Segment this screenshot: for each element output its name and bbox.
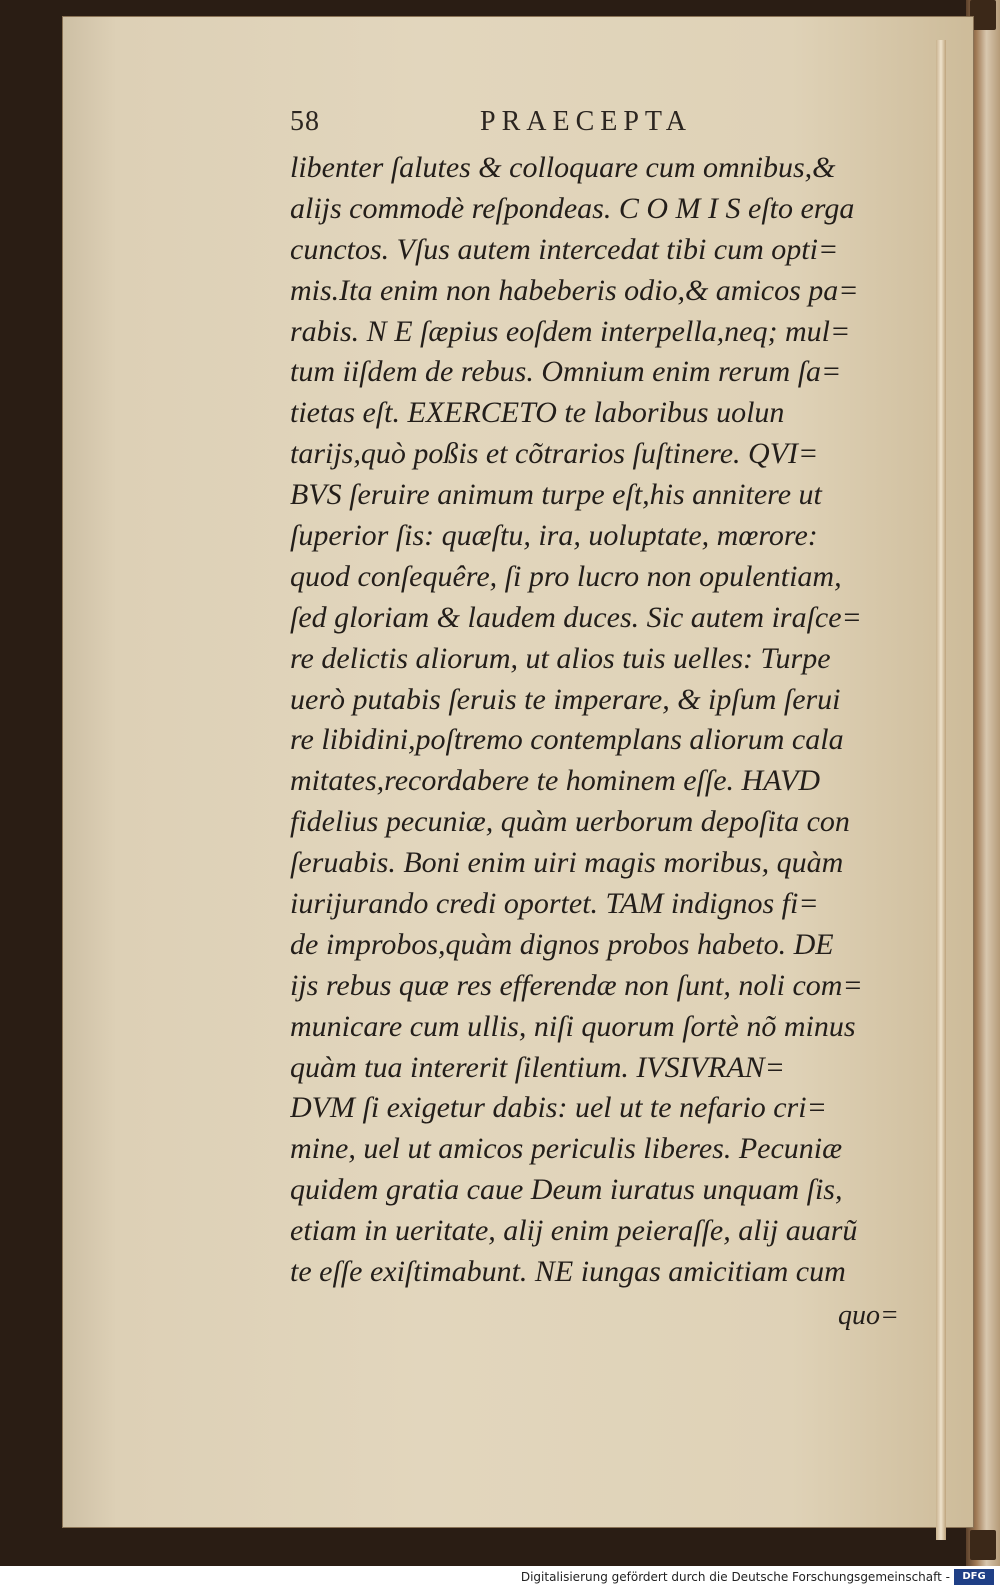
text-line: de improbos,quàm dignos probos habeto. DE <box>290 927 834 961</box>
text-line: municare cum ullis, niſi quorum ſortè nõ minus <box>290 1009 856 1043</box>
text-line: tarijs,quò poßis et cõtrarios ſuſtinere. QVI= <box>290 437 819 471</box>
text-line: alijs commodè reſpondeas. C O M I S eſto erga <box>290 191 855 225</box>
text-line: mine, uel ut amicos periculis liberes. Pecuniæ <box>290 1132 843 1166</box>
page-number: 58 <box>290 106 320 137</box>
text-line: tum iiſdem de rebus. Omnium enim rerum ſa= <box>290 355 842 389</box>
dfg-logo-icon: DFG <box>954 1569 994 1585</box>
text-line: uerò putabis ſeruis te imperare, & ipſum ſerui <box>290 682 841 716</box>
text-line: ſuperior ſis: quæſtu, ira, uoluptate, mœrore: <box>290 519 818 553</box>
text-line: ſed gloriam & laudem duces. Sic autem iraſce= <box>290 600 862 634</box>
running-title: PRAECEPTA <box>480 106 693 137</box>
catchword: quo= <box>838 1300 899 1331</box>
text-line: ijs rebus quæ res efferendæ non ſunt, noli com= <box>290 968 863 1002</box>
text-line: DVM ſi exigetur dabis: uel ut te nefario cri= <box>290 1091 827 1125</box>
text-line: tietas eſt. EXERCETO te laboribus uolun <box>290 396 785 430</box>
text-line: cunctos. Vſus autem intercedat tibi cum opti= <box>290 232 839 266</box>
funding-credit: Digitalisierung gefördert durch die Deutsche Forschungsgemeinschaft - <box>520 1570 950 1584</box>
page-edge <box>936 40 946 1540</box>
body-text <box>290 148 930 1293</box>
text-line: BVS ſeruire animum turpe eſt,his annitere ut <box>290 478 822 512</box>
text-line: libenter ſalutes & colloquare cum omnibus,& <box>290 151 836 184</box>
text-line: mitates,recordabere te hominem eſſe. HAVD <box>290 764 821 798</box>
text-line: quidem gratia caue Deum iuratus unquam ſis, <box>290 1173 843 1207</box>
text-line: re delictis aliorum, ut alios tuis uelles: Turpe <box>290 641 831 675</box>
text-line: fidelius pecuniæ, quàm uerborum depoſita con <box>290 805 850 839</box>
text-line: rabis. N E ſæpius eoſdem interpella,neq; mul= <box>290 314 851 348</box>
text-line: re libidini,poſtremo contemplans aliorum cala <box>290 723 844 757</box>
footer-bar <box>0 1566 1000 1588</box>
text-line: iurijurando credi oportet. TAM indignos fi= <box>290 887 819 921</box>
spine-band <box>970 1530 996 1560</box>
text-line: quàm tua intererit ſilentium. IVSIVRAN= <box>290 1050 785 1084</box>
text-line: quod conſequêre, ſi pro lucro non opulentiam, <box>290 559 842 593</box>
text-line: te eſſe exiſtimabunt. NE iungas amicitiam cum <box>290 1255 846 1289</box>
running-head <box>290 106 930 146</box>
text-line: mis.Ita enim non habeberis odio,& amicos pa= <box>290 273 859 307</box>
text-line: etiam in ueritate, alij enim peieraſſe, alij auarũ <box>290 1214 858 1248</box>
text-line: ſeruabis. Boni enim uiri magis moribus, quàm <box>290 846 844 880</box>
